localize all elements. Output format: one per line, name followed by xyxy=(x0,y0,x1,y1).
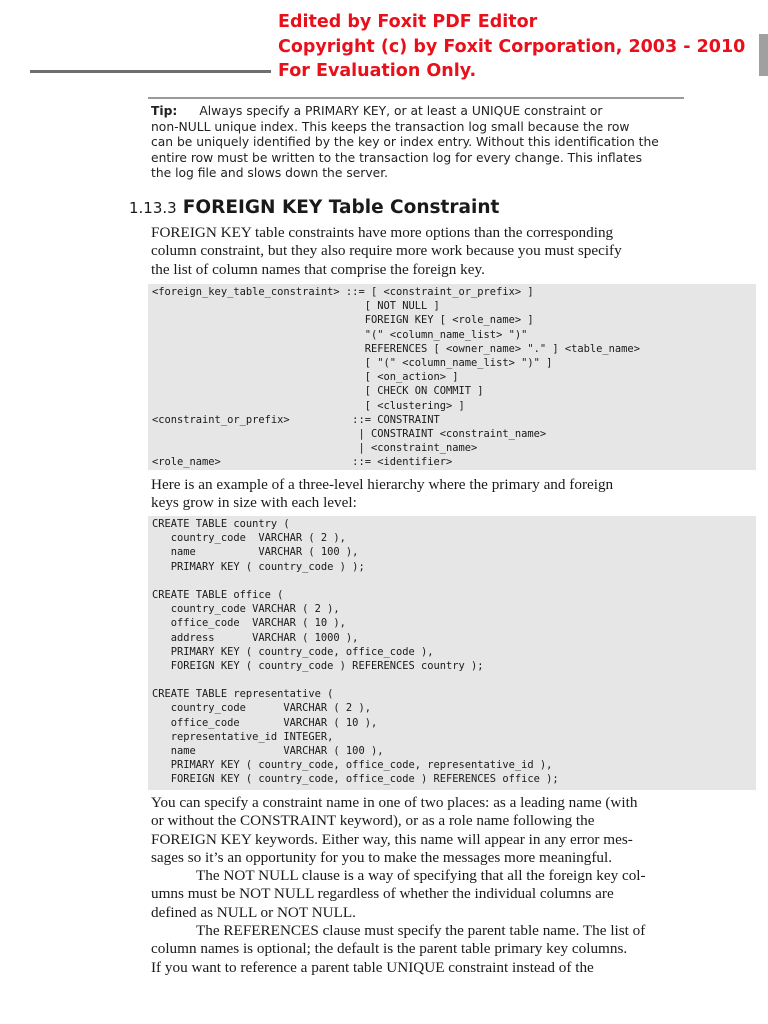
text-line: defined as NULL or NOT NULL. xyxy=(151,903,356,921)
code-line: FOREIGN KEY [ <role_name> ] xyxy=(152,314,534,327)
code-line: PRIMARY KEY ( country_code, office_code, representative_id ), xyxy=(152,759,553,772)
text-line: Here is an example of a three-level hierarchy where the primary and foreign xyxy=(151,476,614,493)
tip-line: can be uniquely identified by the key or index entry. Without this identification the xyxy=(151,135,659,150)
code-line: office_code VARCHAR ( 10 ), xyxy=(152,716,378,729)
code-line: <foreign_key_table_constraint> ::= [ <constraint_or_prefix> ] xyxy=(152,286,534,298)
closing-paragraphs xyxy=(151,794,721,977)
tip-line xyxy=(151,104,691,120)
text-line: FOREIGN KEY keywords. Either way, this name will appear in any error mes- xyxy=(151,830,633,848)
foxit-watermark xyxy=(278,10,745,84)
example-code-block xyxy=(148,516,756,790)
tip-box xyxy=(151,104,691,182)
code-line: name VARCHAR ( 100 ), xyxy=(152,745,384,757)
text-line: FOREIGN KEY table constraints have more options than the corresponding xyxy=(151,224,614,241)
code-line: "(" <column_name_list> ")" xyxy=(152,328,528,341)
code-line: address VARCHAR ( 1000 ), xyxy=(152,631,359,644)
text-line: column constraint, but they also require more work because you must specify xyxy=(151,242,622,260)
code-line xyxy=(152,673,756,687)
intro-paragraph xyxy=(151,224,721,279)
code-line: country_code VARCHAR ( 2 ), xyxy=(152,702,371,715)
text-line: the list of column names that comprise the foreign key. xyxy=(151,260,485,278)
example-intro-paragraph xyxy=(151,476,721,513)
section-number: 1.13.3 xyxy=(129,199,177,217)
code-line: [ <on_action> ] xyxy=(152,371,459,384)
code-line: <role_name> ::= <identifier> xyxy=(152,456,453,469)
code-line: PRIMARY KEY ( country_code ) ); xyxy=(152,560,365,573)
syntax-code-block xyxy=(148,284,756,470)
text-line: The NOT NULL clause is a way of specifying that all the foreign key col- xyxy=(196,867,646,885)
text-line: keys grow in size with each level: xyxy=(151,494,357,512)
text-line: The REFERENCES clause must specify the parent table name. The list of xyxy=(196,922,646,940)
text-line: or without the CONSTRAINT keyword), or as a role name following the xyxy=(151,812,595,830)
watermark-line: Copyright (c) by Foxit Corporation, 2003 - 2010 xyxy=(278,36,746,57)
tip-divider xyxy=(148,97,684,99)
code-line: country_code VARCHAR ( 2 ), xyxy=(152,532,346,545)
section-heading xyxy=(129,197,499,218)
code-line: [ <clustering> ] xyxy=(152,399,465,412)
code-line: CREATE TABLE representative ( xyxy=(152,688,334,701)
tip-text: Always specify a PRIMARY KEY, or at least a UNIQUE constraint or xyxy=(199,104,603,118)
code-line: FOREIGN KEY ( country_code, office_code ) REFERENCES office ); xyxy=(152,773,559,786)
tip-line: non-NULL unique index. This keeps the transaction log small because the row xyxy=(151,119,630,134)
code-line: office_code VARCHAR ( 10 ), xyxy=(152,617,346,630)
code-line: | <constraint_name> xyxy=(152,442,478,455)
code-line: <constraint_or_prefix> ::= CONSTRAINT xyxy=(152,413,440,426)
text-line: column names is optional; the default is the parent table primary key columns. xyxy=(151,940,628,958)
tip-line: entire row must be written to the transaction log for every change. This inflates xyxy=(151,150,642,165)
code-line: FOREIGN KEY ( country_code ) REFERENCES country ); xyxy=(152,659,484,672)
code-line: REFERENCES [ <owner_name> "." ] <table_name> xyxy=(152,342,640,355)
text-line: umns must be NOT NULL regardless of whether the individual columns are xyxy=(151,885,614,903)
code-line: country_code VARCHAR ( 2 ), xyxy=(152,603,340,616)
page-edge-marker xyxy=(759,34,768,76)
text-line: If you want to reference a parent table UNIQUE constraint instead of the xyxy=(151,958,594,976)
tip-line: the log file and slows down the server. xyxy=(151,166,389,181)
header-rule xyxy=(30,70,271,73)
watermark-line: For Evaluation Only. xyxy=(278,61,477,81)
code-line: [ NOT NULL ] xyxy=(152,300,440,313)
tip-label: Tip: xyxy=(151,104,178,118)
code-line: CREATE TABLE country ( xyxy=(152,518,290,530)
text-line: You can specify a constraint name in one of two places: as a leading name (with xyxy=(151,794,638,811)
code-line: name VARCHAR ( 100 ), xyxy=(152,546,359,559)
code-line: [ CHECK ON COMMIT ] xyxy=(152,385,484,398)
section-title: FOREIGN KEY Table Constraint xyxy=(182,197,500,218)
code-line: PRIMARY KEY ( country_code, office_code ), xyxy=(152,645,434,658)
code-line: [ "(" <column_name_list> ")" ] xyxy=(152,356,553,369)
code-line: CREATE TABLE office ( xyxy=(152,588,284,601)
code-line xyxy=(152,574,756,588)
code-line: | CONSTRAINT <constraint_name> xyxy=(152,427,547,440)
watermark-line: Edited by Foxit PDF Editor xyxy=(278,12,538,32)
text-line: sages so it’s an opportunity for you to make the messages more meaningful. xyxy=(151,848,613,866)
code-line: representative_id INTEGER, xyxy=(152,730,334,743)
